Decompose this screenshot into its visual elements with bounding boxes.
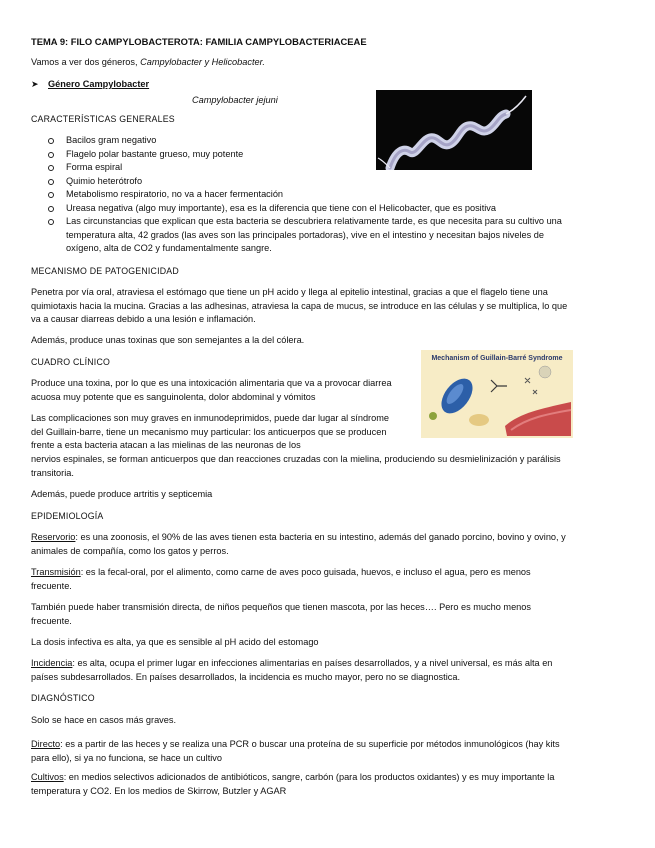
figure-title: Mechanism of Guillain-Barré Syndrome (431, 355, 563, 362)
guillain-barre-figure (421, 350, 573, 438)
genus-heading-text: Género Campylobacter (48, 79, 150, 89)
bullet-icon (48, 192, 54, 198)
diag-directo: Directo: es a partir de las heces y se realiza una PCR o buscar una proteína de su superficie por métodos inmunológicos (hay kits para ello), si ya no funciona, se hace un cultivo (31, 739, 560, 763)
guillain-barre-illustration (421, 350, 573, 438)
intro-genera: Campylobacter y Helicobacter. (140, 57, 265, 67)
epi-incidencia: Incidencia: es alta, ocupa el primer lugar en infecciones alimentarias en países desarrollados, y a nivel universal, es más alta en países subdesarrollados. En países desarrollados, la incidencia es mucho mayor, pero no se diagnostica. (31, 658, 553, 682)
cuadro-paragraph-2b: nervios espinales, se forman anticuerpos que dan reacciones cruzadas con la mielina, produciendo su desmielinización y parálisis transitoria. (31, 454, 561, 478)
epi-transmision-directa: También puede haber transmisión directa, de niños pequeños que tienen mascota, por las heces…. Pero es mucho menos frecuente. (31, 602, 531, 626)
bullet-icon (48, 165, 54, 171)
epi-dosis: La dosis infectiva es alta, ya que es sensible al pH acido del estomago (31, 637, 319, 647)
intro-prefix: Vamos a ver dos géneros, (31, 57, 141, 67)
section-epidemiologia: EPIDEMIOLOGÍA (31, 511, 104, 521)
section-diagnostico: DIAGNÓSTICO (31, 693, 95, 703)
list-item: Flagelo polar bastante grueso, muy potente (48, 148, 568, 162)
mecanismo-paragraph-2: Además, produce unas toxinas que son semejantes a la del cólera. (31, 335, 305, 345)
species-subtitle: Campylobacter jejuni (192, 95, 278, 105)
list-item: Ureasa negativa (algo muy importante), esa es la diferencia que tiene con el Helicobacter, que es positiva (48, 202, 568, 216)
cuadro-paragraph-2a: Las complicaciones son muy graves en inmunodeprimidos, puede dar lugar al síndrome del Guillain-barre, tiene un mecanismo muy particular: los anticuerpos que se producen frente a esta bacteria atacan a las mielinas de las neuronas de los (31, 413, 389, 450)
cuadro-paragraph-3: Además, puede produce artritis y septicemia (31, 489, 213, 499)
list-item: Bacilos gram negativo (48, 134, 568, 148)
bullet-icon (48, 179, 54, 185)
diag-intro: Solo se hace en casos más graves. (31, 715, 177, 725)
intro-line (31, 56, 265, 70)
list-item: Metabolismo respiratorio, no va a hacer fermentación (48, 188, 568, 202)
bullet-icon (48, 206, 54, 212)
epi-reservorio: Reservorio: es una zoonosis, el 90% de las aves tienen esta bacteria en su intestino, además del ganado porcino, bovino y ovino, y animales de compañía, como los gatos y perros. (31, 532, 566, 556)
list-item: Forma espiral (48, 161, 568, 175)
mecanismo-paragraph-1: Penetra por vía oral, atraviesa el estómago que tiene un pH acido y llega al epitelio intestinal, gracias a que el flagelo tiene una quimiotaxis hacia la mucina. Gracias a las adhesinas, atraviesa la capa de mucus, se introduce en las células y se multiplica, lo que va a causar diarreas debido a una lesión e inflamación. (31, 287, 568, 324)
arrow-bullet-icon: ➤ (31, 79, 39, 89)
section-caracteristicas: CARACTERÍSTICAS GENERALES (31, 114, 175, 124)
bullet-icon (48, 138, 54, 144)
list-item: Las circunstancias que explican que esta bacteria se descubriera relativamente tarde, es que necesita para su cultivo una temperatura alta, 42 grados (las aves son las principales portadoras), vive en el intestino y necesitan bajos niveles de oxígeno, alta de CO2 y fundamentalmente sangre. (48, 215, 568, 256)
bullet-icon (48, 152, 54, 158)
cuadro-paragraph-1: Produce una toxina, por lo que es una intoxicación alimentaria que va a provocar diarrea acuosa muy potente que es sanguinolenta, dolor abdominal y vómitos (31, 378, 392, 402)
bullet-icon (48, 219, 54, 225)
section-mecanismo: MECANISMO DE PATOGENICIDAD (31, 266, 179, 276)
list-item: Quimio heterótrofo (48, 175, 568, 189)
diag-cultivos: Cultivos: en medios selectivos adicionados de antibióticos, sangre, carbón (para los productos oxidantes) y es muy importante la temperatura y CO2. En los medios de Skirrow, Butzler y AGAR (31, 772, 555, 796)
characteristics-list (48, 134, 568, 256)
epi-transmision: Transmisión: es la fecal-oral, por el alimento, como carne de aves poco guisada, huevos, e incluso el agua, pero es menos frecuente. (31, 567, 531, 591)
genus-heading (31, 78, 149, 92)
document-title: TEMA 9: FILO CAMPYLOBACTEROTA: FAMILIA CAMPYLOBACTERIACEAE (31, 36, 367, 47)
section-cuadro: CUADRO CLÍNICO (31, 357, 111, 367)
